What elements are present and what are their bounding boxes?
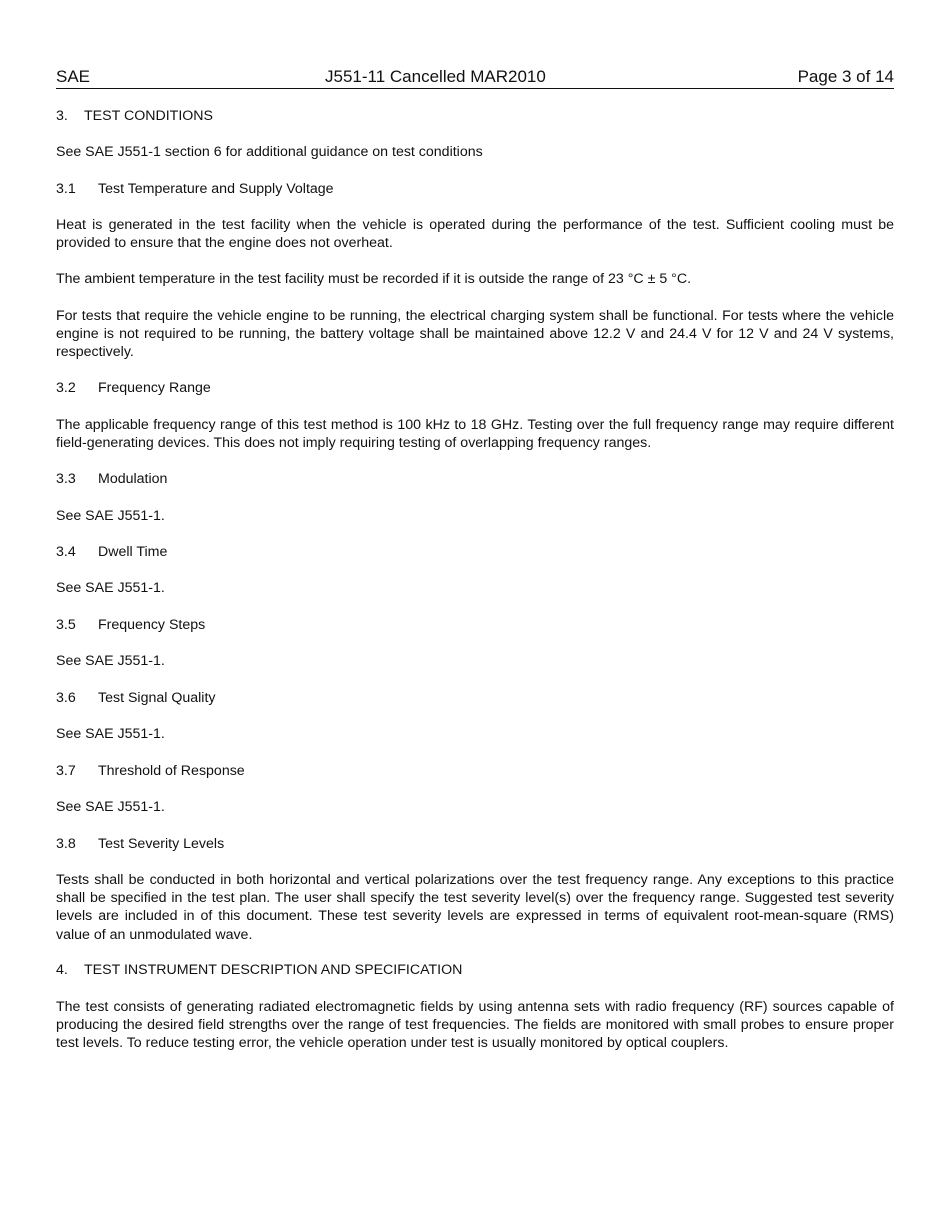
section-number: 3.6 xyxy=(56,690,76,706)
section-heading-3-6 xyxy=(56,689,894,707)
document-page xyxy=(56,66,894,89)
header-doc-id: J551-11 Cancelled MAR2010 xyxy=(325,67,546,86)
section-number: 3. xyxy=(56,108,68,124)
section-number: 3.8 xyxy=(56,836,76,852)
section-4-paragraph-1: The test consists of generating radiated electromagnetic fields by using antenna sets with radio frequency (RF) sources capable of producing the desired field strengths over the range of test frequencies. The fields are monitored with small probes to ensure proper test levels. To reduce testing error, the vehicle operation under test is usually monitored by optical couplers. xyxy=(56,999,894,1052)
section-number: 3.2 xyxy=(56,380,76,396)
section-heading-3-1 xyxy=(56,180,894,198)
section-heading-3 xyxy=(56,107,894,125)
section-title: Test Signal Quality xyxy=(98,690,216,706)
section-3-1-paragraph-3: For tests that require the vehicle engine to be running, the electrical charging system shall be functional. For tests where the vehicle engine is not required to be running, the battery voltage shall be maintained above 12.2 V and 24.4 V for 12 V and 24 V systems, respectively. xyxy=(56,308,894,361)
section-title: Dwell Time xyxy=(98,544,168,560)
header-org: SAE xyxy=(56,67,91,86)
section-heading-3-3 xyxy=(56,470,894,488)
section-3-1-paragraph-1: Heat is generated in the test facility when the vehicle is operated during the performance of the test. Sufficient cooling must be provided to ensure that the engine does not overheat. xyxy=(56,217,894,252)
section-number: 3.3 xyxy=(56,471,76,487)
section-title: TEST CONDITIONS xyxy=(84,108,214,124)
section-3-4-paragraph-1: See SAE J551-1. xyxy=(56,580,165,596)
section-3-2-paragraph-1: The applicable frequency range of this test method is 100 kHz to 18 GHz. Testing over the full frequency range may require different field-generating devices. This does not imply requiring testing of overlapping frequency ranges. xyxy=(56,417,894,452)
section-heading-3-4 xyxy=(56,543,894,561)
section-3-intro: See SAE J551-1 section 6 for additional guidance on test conditions xyxy=(56,144,483,160)
section-heading-3-5 xyxy=(56,616,894,634)
page-header xyxy=(56,66,894,89)
section-title: TEST INSTRUMENT DESCRIPTION AND SPECIFICATION xyxy=(84,962,463,978)
header-page-number: Page 3 of 14 xyxy=(797,67,894,86)
section-number: 3.4 xyxy=(56,544,76,560)
section-3-6-paragraph-1: See SAE J551-1. xyxy=(56,726,165,742)
section-3-1-paragraph-2: The ambient temperature in the test facility must be recorded if it is outside the range of 23 °C ± 5 °C. xyxy=(56,271,692,287)
section-title: Modulation xyxy=(98,471,168,487)
section-number: 4. xyxy=(56,962,68,978)
section-number: 3.7 xyxy=(56,763,76,779)
section-number: 3.1 xyxy=(56,181,76,197)
section-heading-3-7 xyxy=(56,762,894,780)
section-title: Frequency Steps xyxy=(98,617,206,633)
section-title: Frequency Range xyxy=(98,380,211,396)
section-heading-3-8 xyxy=(56,835,894,853)
section-title: Threshold of Response xyxy=(98,763,245,779)
section-3-8-paragraph-1: Tests shall be conducted in both horizontal and vertical polarizations over the test frequency range. Any exceptions to this practice shall be specified in the test plan. The user shall specify the test severity level(s) over the frequency range. Suggested test severity levels are included in of this document. These test severity levels are expressed in terms of equivalent root-mean-square (RMS) value of an unmodulated wave. xyxy=(56,872,894,943)
section-title: Test Temperature and Supply Voltage xyxy=(98,181,334,197)
section-3-7-paragraph-1: See SAE J551-1. xyxy=(56,799,165,815)
section-heading-4 xyxy=(56,961,894,979)
section-title: Test Severity Levels xyxy=(98,836,225,852)
section-3-3-paragraph-1: See SAE J551-1. xyxy=(56,508,165,524)
section-3-5-paragraph-1: See SAE J551-1. xyxy=(56,653,165,669)
section-heading-3-2 xyxy=(56,379,894,397)
section-number: 3.5 xyxy=(56,617,76,633)
